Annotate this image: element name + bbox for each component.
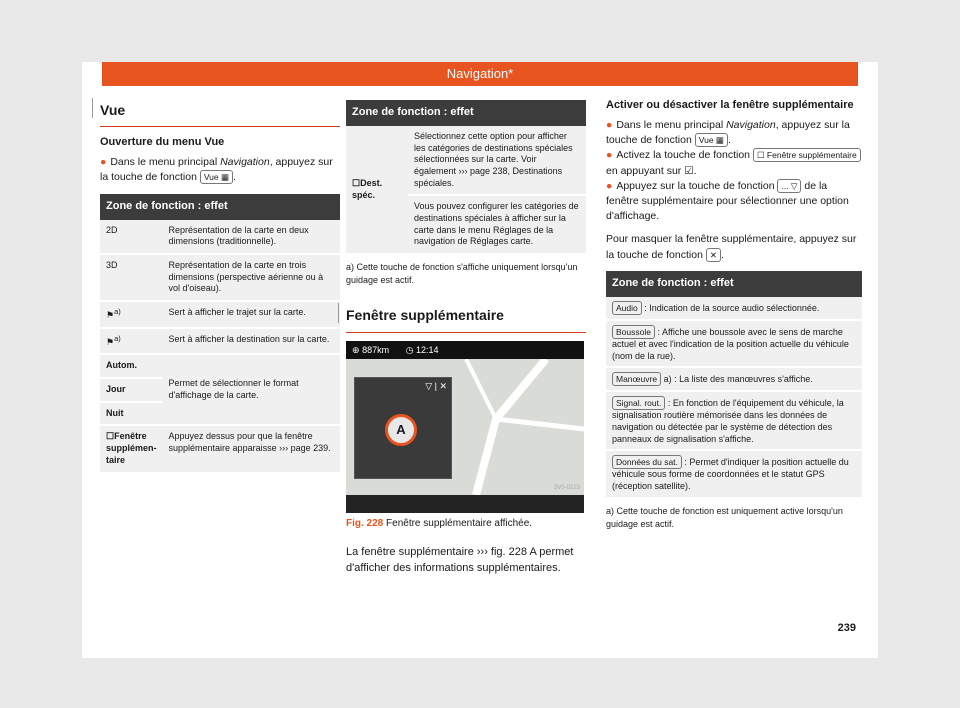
- screen-status-bar: [346, 341, 584, 359]
- row-key: Nuit: [100, 402, 163, 426]
- row-text: : Indication de la source audio sélectionnée.: [644, 302, 820, 313]
- checkbox-icon: ☐: [106, 431, 115, 442]
- table-header: Zone de fonction : effet: [606, 271, 862, 297]
- body-paragraph: La fenêtre supplémentaire ››› fig. 228 A permet d'afficher des informations supplémentaires.: [346, 546, 574, 574]
- time-label: 12:14: [415, 344, 439, 355]
- manoeuvre-button[interactable]: Manœuvre: [612, 372, 661, 386]
- manual-page: [82, 62, 878, 658]
- bullet-icon: ●: [100, 156, 107, 169]
- row-key: Jour: [100, 378, 163, 402]
- page-header: Navigation*: [102, 62, 858, 86]
- row-value: Sert à afficher la destination sur la carte.: [163, 328, 340, 355]
- row-key-text: Fenêtre supplémentaire: [106, 431, 157, 465]
- table-row: [606, 320, 862, 367]
- text: , appuyez sur la touche de fonction: [606, 118, 850, 147]
- text: Dans le menu principal: [110, 156, 221, 169]
- row-key: [346, 126, 408, 254]
- bullet-icon: ●: [606, 118, 613, 131]
- table-row: [100, 354, 340, 378]
- function-table-3: [606, 271, 862, 499]
- close-window-button[interactable]: ✕: [706, 248, 721, 262]
- subhead-menu-vue: Ouverture du menu Vue: [100, 136, 225, 149]
- section-title-vue: Vue: [100, 92, 340, 127]
- row-key: Autom.: [100, 354, 163, 378]
- row-value: Sert à afficher le trajet sur la carte.: [163, 301, 340, 328]
- figure-screen: [346, 341, 584, 513]
- text: en appuyant sur: [606, 164, 685, 177]
- figure-number: Fig. 228: [346, 517, 384, 529]
- instruction-bullet: ● Dans le menu principal Navigation, appuyez sur la touche de fonction Vue ▦ .: [100, 156, 333, 184]
- row-value: Représentation de la carte en trois dimensions (perspective aérienne ou à vol d'oiseau).: [163, 254, 340, 301]
- row-text: : Permet d'indiquer la position actuelle du véhicule sous forme de coordonnées et le statut GPS (réception satellite).: [612, 457, 849, 491]
- bullet-icon: ●: [606, 149, 613, 162]
- text: Appuyez sur la touche de fonction: [616, 179, 778, 192]
- figure-code: 3V0-0223: [553, 484, 580, 491]
- screen-toolbar: [346, 484, 584, 513]
- instruction-bullet: ● Dans le menu principal Navigation, appuyez sur la touche de fonction Vue ▦ .: [606, 118, 850, 147]
- subhead-activer: Activer ou désactiver la fenêtre supplémentaire: [606, 99, 854, 111]
- vue-button[interactable]: Vue ▦: [200, 170, 233, 184]
- distance-label: 887km: [362, 344, 390, 355]
- row-text: a) : La liste des manœuvres s'affiche.: [663, 374, 813, 385]
- footnote-marker: a): [114, 307, 121, 317]
- text: Activez la touche de fonction: [616, 149, 753, 162]
- row-value: Permet de sélectionner le format d'affichage de la carte.: [163, 354, 340, 425]
- figure-caption-text: Fenêtre supplémentaire affichée.: [386, 517, 533, 529]
- text: , appuyez sur la touche de fonction: [100, 156, 333, 184]
- row-text: : Affiche une boussole avec le sens de marche actuel et avec l'indication de la position actuelle du véhicule (nom de la rue).: [612, 326, 849, 361]
- row-key-text: Dest. spéc.: [352, 177, 383, 200]
- row-key: 3D: [100, 254, 163, 301]
- function-table-1: [100, 194, 340, 474]
- bullet-icon: ●: [606, 179, 613, 192]
- column-3: [606, 92, 862, 531]
- text: de la fenêtre supplémentaire pour sélectionner une option d'affichage.: [606, 179, 849, 223]
- signal-rout-button[interactable]: Signal. rout.: [612, 396, 665, 410]
- table-row: [100, 254, 340, 301]
- route-flag-icon: ⚑$^{a)}$: [100, 301, 163, 328]
- button-label: ...: [781, 180, 789, 191]
- footnote: a) Cette touche de fonction est uniquement active lorsqu'un guidage est actif.: [606, 505, 843, 529]
- row-key: [100, 425, 163, 472]
- vue-button-label: Vue: [203, 172, 219, 183]
- target-icon: ⊕: [352, 344, 360, 355]
- table-row: [606, 367, 862, 391]
- destination-flag-icon: ⚑$^{a)}$: [100, 328, 163, 355]
- donnees-sat-button[interactable]: Données du sat.: [612, 455, 682, 469]
- row-value: Représentation de la carte en deux dimensions (traditionnelle).: [163, 220, 340, 254]
- instruction-bullet: ● Activez la touche de fonction ☐ Fenêtre supplémentaire en appuyant sur ☑.: [606, 148, 862, 178]
- table-row: [100, 220, 340, 254]
- checkmark-icon: ☑: [684, 164, 694, 177]
- section-title-fenetre: Fenêtre supplémentaire: [346, 297, 586, 332]
- text: Pour masquer la fenêtre supplémentaire, appuyez sur la touche de fonction: [606, 233, 857, 261]
- figure-caption: [346, 517, 586, 532]
- window-controls[interactable]: ▽ | ✕: [425, 380, 447, 391]
- row-text: : En fonction de l'équipement du véhicule, la signalisation routière mémorisée dans les données de navigation ou détectée par le système de détection des panneaux de signalisation s'affiche.: [612, 398, 844, 444]
- row-value: Sélectionnez cette option pour afficher les catégories de destinations spéciales sélectionnées sur la carte. Voir également ››› page 238, Destinations spéciales.: [408, 126, 586, 195]
- text-em: Navigation: [220, 156, 270, 169]
- row-key: 2D: [100, 220, 163, 254]
- callout-a-marker: A: [385, 414, 417, 446]
- row-value: Vous pouvez configurer les catégories de destinations spéciales à afficher sur la carte dans le menu Réglages de la navigation de Réglages carte.: [408, 195, 586, 254]
- fenetre-supplementaire-button[interactable]: ☐ Fenêtre supplémentaire: [753, 148, 861, 162]
- table-header: Zone de fonction : effet: [100, 194, 340, 220]
- boussole-button[interactable]: Boussole: [612, 325, 655, 339]
- clock-icon: ◷: [405, 344, 414, 355]
- table-row: [606, 450, 862, 497]
- page-number: 239: [837, 622, 856, 634]
- table-row: [606, 391, 862, 450]
- vue-button[interactable]: Vue ▦: [695, 133, 728, 147]
- column-1: [100, 92, 340, 474]
- table-row: [100, 425, 340, 472]
- table-row: [100, 301, 340, 328]
- column-2: [346, 92, 586, 577]
- function-table-2: [346, 100, 586, 255]
- footnote: a) Cette touche de fonction s'affiche uniquement lorsqu'un guidage est actif.: [346, 262, 578, 286]
- text-em: Navigation: [726, 118, 776, 131]
- checkbox-icon: ☐: [352, 177, 361, 188]
- table-row: [346, 126, 586, 195]
- footnote-marker: a): [114, 333, 121, 343]
- body-paragraph: Pour masquer la fenêtre supplémentaire, appuyez sur la touche de fonction ✕ .: [606, 233, 857, 261]
- audio-button[interactable]: Audio: [612, 301, 642, 315]
- options-button[interactable]: ... ▽: [777, 179, 801, 193]
- table-row: [100, 328, 340, 355]
- instruction-bullet: [606, 179, 862, 225]
- additional-window: [354, 377, 452, 479]
- table-header: Zone de fonction : effet: [346, 100, 586, 126]
- button-label: Fenêtre supplémentaire: [766, 150, 857, 161]
- table-row: [606, 297, 862, 320]
- text: Dans le menu principal: [616, 118, 727, 131]
- row-value: Appuyez dessus pour que la fenêtre supplémentaire apparaisse ››› page 239.: [163, 425, 340, 472]
